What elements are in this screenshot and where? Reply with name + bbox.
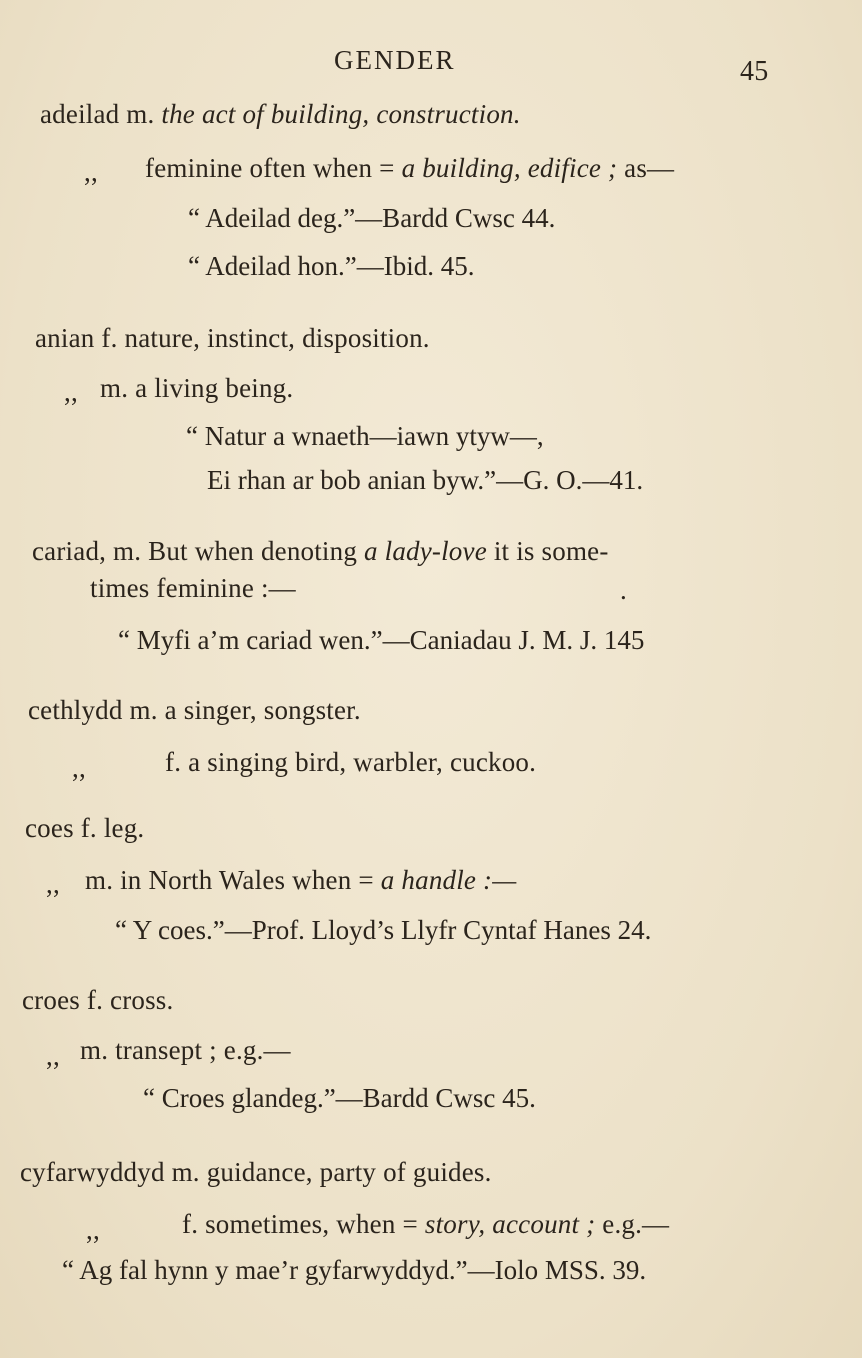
ditto-mark: ,, [46,1041,60,1071]
entry-italic: a building, edifice ; [401,153,618,183]
entry-anian-headline: anian f. nature, instinct, disposition. [35,323,430,353]
entry-text: as— [617,153,675,183]
entry-text: e.g.— [595,1209,670,1239]
entry-italic: a lady-love [363,536,487,566]
entry-coes-headline: coes f. leg. [25,813,145,843]
entry-text: adeilad m. [40,99,162,129]
quotation: Ei rhan ar bob anian byw.”—G. O.—41. [207,465,644,495]
entry-text: cariad, m. But when denoting [32,536,364,566]
entry-croes-sense-2: m. transept ; e.g.— [80,1035,291,1065]
entry-adeilad-headline [40,98,521,130]
ditto-mark: ,, [64,377,78,407]
ditto-mark: ,, [86,1215,100,1245]
stray-dot: . [620,575,627,605]
ditto-mark: ,, [84,157,98,187]
entry-cariad-continuation: times feminine :— [90,573,296,603]
entry-adeilad-sense-2 [145,152,674,184]
quotation: “ Natur a wnaeth—iawn ytyw—, [186,421,544,451]
entry-cyfarwyddyd-sense-2 [182,1208,669,1240]
entry-italic: a handle :— [380,865,517,895]
quotation: “ Myfi a’m cariad wen.”—Caniadau J. M. J. 145 [118,625,645,655]
quotation: “ Croes glandeg.”—Bardd Cwsc 45. [143,1083,536,1113]
quotation: “ Adeilad hon.”—Ibid. 45. [188,251,475,281]
entry-cethlydd-headline: cethlydd m. a singer, songster. [28,695,361,725]
entry-text: f. sometimes, when = [182,1209,425,1239]
entry-coes-sense-2 [85,864,516,896]
quotation: “ Y coes.”—Prof. Lloyd’s Llyfr Cyntaf Hanes 24. [115,915,652,945]
quotation: “ Adeilad deg.”—Bardd Cwsc 44. [188,203,556,233]
entry-italic: the act of building, construction. [161,99,521,129]
entry-cariad-headline [32,535,609,567]
ditto-mark: ,, [46,869,60,899]
page-number: 45 [740,56,769,87]
entry-cethlydd-sense-2: f. a singing bird, warbler, cuckoo. [165,747,537,777]
entry-croes-headline: croes f. cross. [22,985,174,1015]
entry-anian-sense-2: m. a living being. [100,373,294,403]
quotation: “ Ag fal hynn y mae’r gyfarwyddyd.”—Iolo MSS. 39. [62,1255,647,1285]
entry-text: it is some- [486,536,609,566]
entry-text: m. in North Wales when = [85,865,381,895]
entry-text: feminine often when = [145,153,402,183]
ditto-mark: ,, [72,753,86,783]
entry-cyfarwyddyd-headline: cyfarwyddyd m. guidance, party of guides. [20,1157,492,1187]
entry-italic: story, account ; [424,1209,596,1239]
running-title: GENDER [334,45,456,75]
